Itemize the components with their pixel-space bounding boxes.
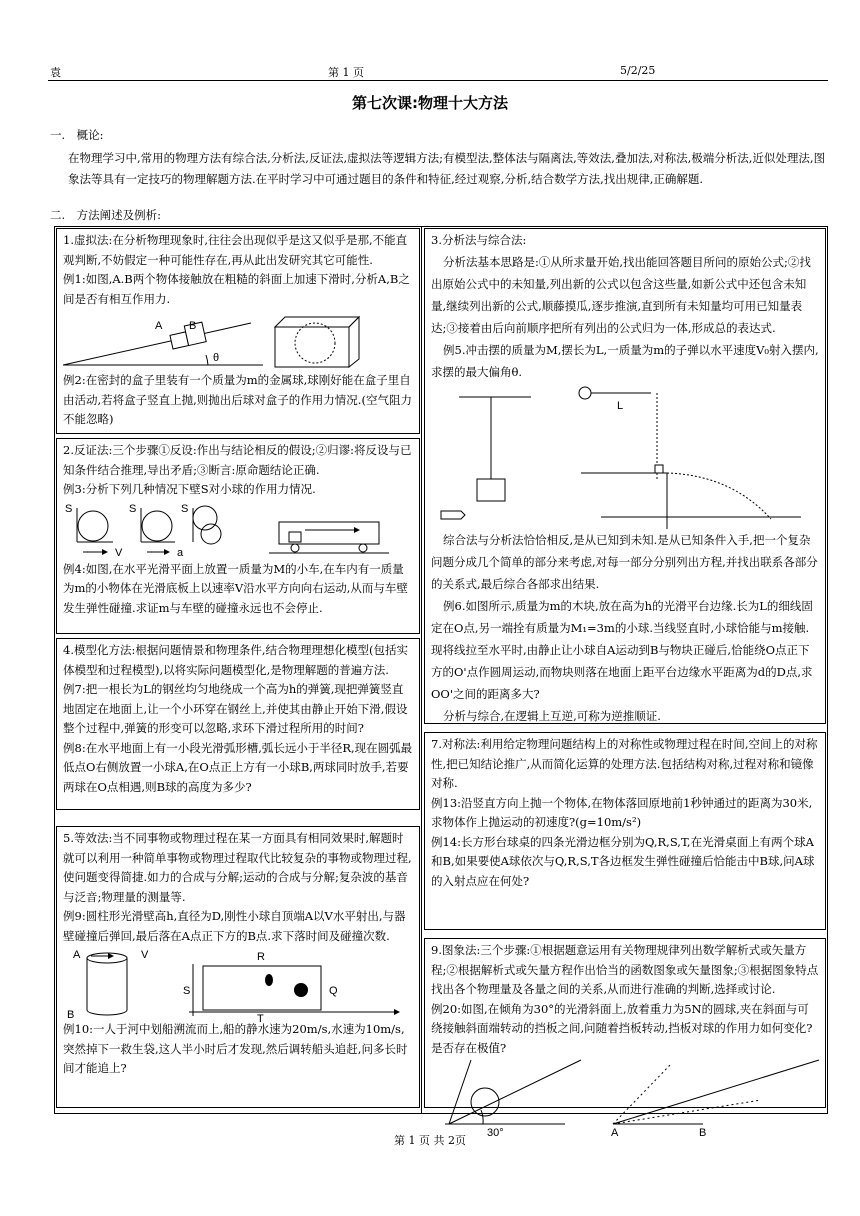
fig-r: R: [257, 951, 265, 963]
example-8: 例8:在水平地面上有一小段光滑弧形槽,弧长远小于半径R,现在圆弧最低点O右侧放置一小球A,在O点正上方有一小球B,两球同时放手,若要两球在O点相遇,则B球的高度为多少?: [63, 740, 413, 794]
example-20: 例20:如图,在倾角为30°的光滑斜面上,放着重力为5N的圆球,夹在斜面与可绕接触斜面端转动的挡板之间,问随着挡板转动,挡板对球的作用力如何变化?是否存在极值?: [431, 1001, 813, 1055]
fig-label-a: A: [155, 320, 163, 332]
header-page: 第 1 页: [328, 66, 364, 79]
fig-t: T: [257, 1013, 264, 1025]
section-overview-text: 在物理学习中,常用的物理方法有综合法,分析法,反证法,虚拟法等逻辑方法;有模型法,整体法与隔离法,等效法,叠加法,对称法,极端分析法,近似处理法,图象法等具有一定技巧的物理解题方法.在平时学习中可通过题目的条件和特征,经过观察,分析,结合数学方法,找出规律,正确解题.: [68, 151, 826, 186]
example-1: 例1:如图,A.B两个物体接触放在粗糙的斜面上加速下滑时,分析A,B之间是否有相互作用力.: [63, 272, 410, 306]
fig-s3: S: [181, 502, 189, 515]
fig-s: S: [183, 985, 191, 997]
example-2: 例2:在密封的盒子里装有一个质量为m的金属球,球刚好能在盒子里自由活动,若将盒子竖直上抛,则抛出后球对盒子的作用力情况.(空气阻力不能忽略): [63, 373, 412, 426]
symmetry-method-box: [424, 732, 826, 930]
analysis-method-box: [424, 228, 826, 724]
fig-label-b: B: [189, 320, 197, 332]
fig-b: B: [67, 1009, 75, 1020]
example-9: 例9:圆柱形光滑壁高h,直径为D,刚性小球自顶端A以V水平射出,与器壁碰撞后弹回,最后落在A点正下方的B点.求下落时间及碰撞次数.: [63, 909, 406, 943]
contradiction-method-box: [56, 438, 420, 634]
incline-blocks-figure: [63, 309, 413, 371]
fig-a: a: [177, 546, 184, 559]
example-7: 例7:把一根长为L的钢丝均匀地绕成一个高为h的弹簧,现把弹簧竖直地固定在地面上,让一个小环穿在钢丝上,并使其由静止开始下滑,假设整个过程中,弹簧的形变可以忽略,求环下滑过程所用的时间?: [63, 682, 408, 735]
fig-30: 30°: [487, 1127, 504, 1138]
fig-l: L: [617, 399, 624, 412]
column-divider: [421, 226, 422, 1114]
fig-v: V: [115, 546, 123, 559]
example-3: 例3:分析下列几种情况下壁S对小球的作用力情况.: [63, 482, 316, 496]
synthesis-text: 综合法与分析法恰恰相反,是从已知到未知.是从已知条件入手,把一个复杂问题分成几个简单的部分来考虑,对每一部分分别列出方程,并找出联系各部分的关系式,最后综合各部求出结果.: [431, 532, 818, 591]
graph-method-box: [424, 938, 826, 1138]
model-method-box: [56, 638, 420, 810]
section-overview-label: 一. 概论:: [50, 128, 104, 142]
incline-plate-figure: [431, 1058, 821, 1138]
fig-label-theta: θ: [213, 352, 220, 364]
fig-b: B: [699, 1127, 707, 1138]
cylinder-table-figure: [63, 946, 413, 1020]
fig-a: A: [611, 1127, 619, 1138]
virtual-method-text: 1.虚拟法:在分析物理现象时,往往会出现似乎是这又似乎是那,不能直观判断,不妨假定一种可能性存在,再从此出发研究其它可能性.: [63, 233, 408, 267]
example-6: 例6.如图所示,质量为m的木块,放在高为h的光滑平台边缘.长为L的细线固定在O点,另一端拴有质量为M₁=3m的小球.当线竖直时,小球恰能与m接触.现将线拉至水平时,由静止让小球自A运动到B与物块正碰后,恰能绕O点正下方的O'点作圆周运动,而物块则落在地面上距平台边缘水平距离为d的D点,求OO'之间的距离多大?: [431, 598, 813, 701]
example-5: 例5.冲击摆的质量为M,摆长为L,一质量为m的子弹以水平速度V₀射入摆内,求摆的最大偏角θ.: [431, 342, 819, 379]
fig-s1: S: [65, 502, 73, 515]
sealed-box-figure: [275, 317, 359, 367]
symmetry-method-text: 7.对称法:利用给定物理问题结构上的对称性或物理过程在时间,空间上的对称性,把已知结论推广,从而简化运算的处理方法.包括结构对称,过程对称和镜像对称.: [431, 737, 818, 790]
fig-q: Q: [329, 985, 338, 997]
example-10: 例10:一人于河中划船溯流而上,船的静水速为20m/s,水速为10m/s,突然掉下一救生袋,这人半小时后才发现,然后调转船头追赶,问多长时间才能追上?: [63, 1022, 408, 1075]
contradiction-method-text: 2.反证法:三个步骤①反设:作出与结论相反的假设;②归谬:将反设与已知条件结合推理,导出矛盾;③断言:原命题结论正确.: [63, 443, 412, 477]
model-method-text: 4.模型化方法:根据问题情景和物理条件,结合物理理想化模型(包括实体模型和过程模型),以将实际问题模型化,是物理解题的普遍方法.: [63, 643, 408, 677]
example-13: 例13:沿竖直方向上抛一个物体,在物体落回原地前1秒钟通过的距离为30米,求物体作上抛运动的初速度?(g=10m/s²): [431, 795, 813, 829]
equivalence-method-box: [56, 826, 420, 1108]
analysis-conclusion: 分析与综合,在逻辑上互逆,可称为逆推顺证.: [443, 708, 661, 723]
header-date: 5/2/25: [620, 64, 656, 77]
fig-s2: S: [129, 502, 137, 515]
page-footer: 第 1 页 共 2页: [394, 1134, 466, 1147]
ballistic-pendulum-figure: [431, 383, 821, 529]
section-methods-label: 二. 方法阐述及例析:: [50, 208, 162, 222]
graph-method-text: 9.图象法:三个步骤:①根据题意运用有关物理规律列出数学解析式或矢量方程;②根据解析式或矢量方程作出恰当的函数图象或矢量图象;③根据图象特点找出各个物理量及各量之间的关系,从而进行准确的判断,选择或讨论.: [431, 943, 819, 996]
header-rule: [48, 80, 828, 81]
page-title: 第七次课:物理十大方法: [352, 94, 508, 112]
virtual-method-box: [56, 228, 420, 434]
analysis-method-text: 分析法基本思路是:①从所求量开始,找出能回答题目所问的原始公式;②找出原始公式中的未知量,列出新的公式以包含这些量,如新公式中还包含未知量,继续列出新的公式,顺藤摸瓜,逐步推演,直到所有未知量均可用已知量表达;③接着由后向前顺序把所有列出的公式归为一体,形成总的表达式.: [431, 254, 811, 335]
fig-v: V: [141, 949, 149, 961]
wall-ball-figure: [63, 500, 413, 560]
example-14: 例14:长方形台球桌的四条光滑边框分别为Q,R,S,T,在光滑桌面上有两个球A和B,如果要使A球依次与Q,R,S,T各边框发生弹性碰撞后恰能击中B球,问A球的入射点应在何处?: [431, 834, 815, 888]
example-4: 例4:如图,在水平光滑平面上放置一质量为M的小车,在车内有一质量为m的小物体在光滑底板上以速率V沿水平方向向右运动,从而与车壁发生弹性碰撞.求证m与车壁的碰撞永远也不会停止.: [63, 561, 408, 615]
fig-a: A: [73, 949, 81, 961]
header-author: 袁: [50, 66, 61, 79]
equivalence-method-text: 5.等效法:当不同事物或物理过程在某一方面具有相同效果时,解题时就可以利用一种简单事物或物理过程取代比较复杂的事物或物理过程,使问题变得简捷.如力的合成与分解;运动的合成与分解;复杂波的基音与泛音;物理量的测量等.: [63, 831, 412, 904]
analysis-method-head: 3.分析法与综合法:: [431, 233, 527, 247]
